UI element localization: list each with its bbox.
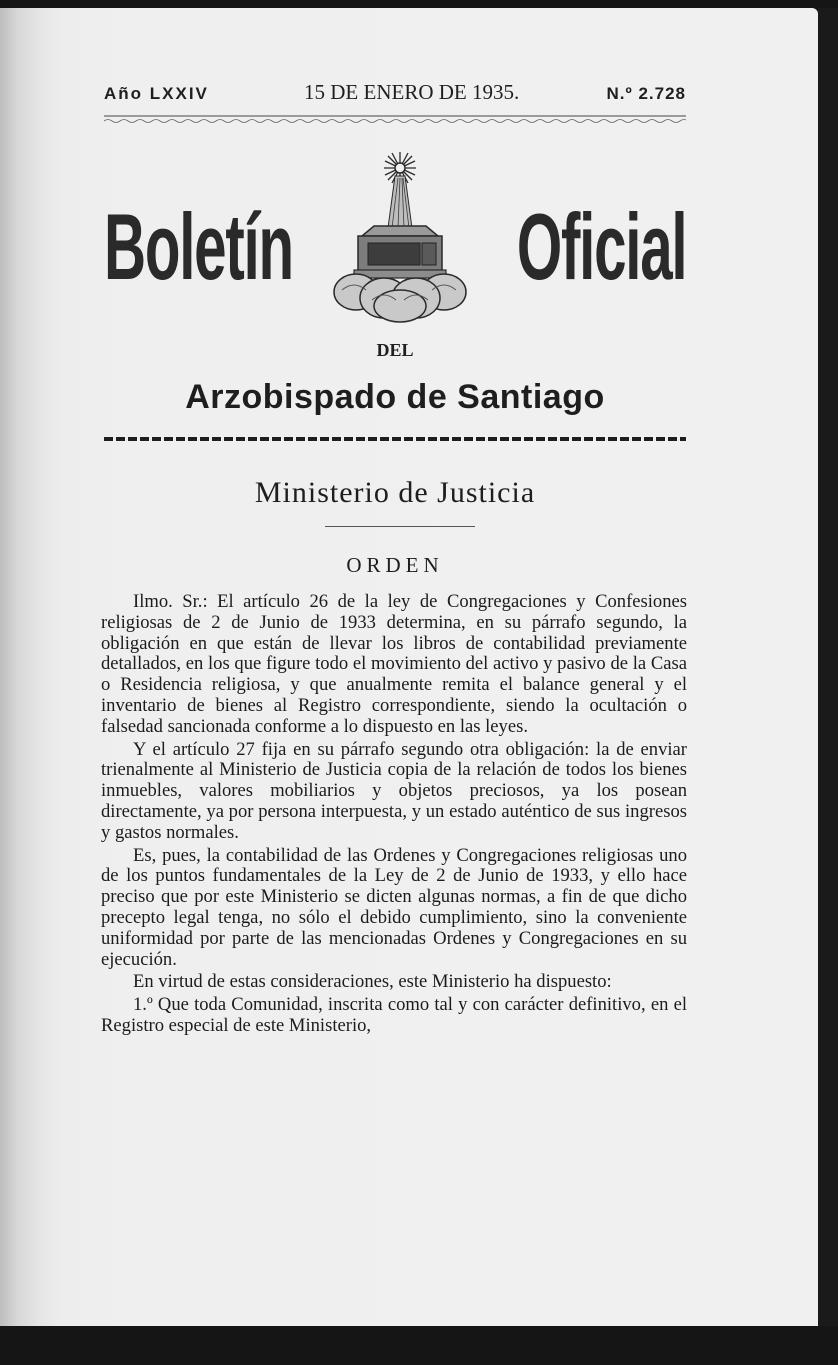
masthead-word-oficial: Oficial (516, 194, 686, 299)
reliquary-emblem-icon (332, 150, 468, 325)
issue-date: 15 DE ENERO DE 1935. (304, 80, 520, 104)
wavy-divider (104, 114, 686, 124)
body-paragraph: Es, pues, la contabilidad de las Ordenes y Congregaciones religiosas uno de los puntos fundamentales de la Ley de 2 de Junio de 1933, y ello hace preciso que por este Ministerio se dicten algunas normas, a fin de que dicho precepto legal tenga, no sólo el debido cumplimiento, sino la conveniente uniformidad por parte de las mencionadas Ordenes y Congregaciones en su ejecución. (101, 844, 687, 970)
masthead-del: DEL (376, 340, 414, 360)
body-paragraph: Ilmo. Sr.: El artículo 26 de la ley de Congregaciones y Confesiones religiosas de 2 de Junio de 1933 determina, en su párrafo segundo, la obligación en que están de llevar los libros de contabilidad previamente detallados, en los que figure todo el movimiento del activo y pasivo de la Casa o Residencia religiosa, y que anualmente remita el balance general y el inventario de bienes al Registro correspondiente, siendo la ocultación o falsedad sancionada conforme a lo dispuesto en las leyes. (101, 591, 687, 737)
dashed-divider (104, 432, 686, 446)
issue-header (104, 80, 686, 112)
document-body (101, 592, 687, 1039)
issue-number: N.º 2.728 (606, 84, 686, 103)
masthead-word-boletin: Boletín (104, 194, 293, 299)
masthead (104, 150, 686, 330)
short-divider (325, 526, 475, 527)
ministry-heading: Ministerio de Justicia (254, 476, 536, 509)
body-paragraph: 1.º Que toda Comunidad, inscrita como tal y con carácter definitivo, en el Registro especial de este Ministerio, (101, 994, 687, 1036)
binding-shadow (0, 8, 60, 1326)
body-paragraph: Y el artículo 27 fija en su párrafo segundo otra obligación: la de enviar trienalmente al Ministerio de Justicia copia de la relación de todos los bienes inmuebles, valores mobiliarios y objetos preciosos, ya los posean directamente, ya por persona interpuesta, y un estado auténtico de sus ingresos y gastos normales. (101, 738, 687, 843)
issue-year: Año LXXIV (104, 84, 209, 103)
publication-subtitle: Arzobispado de Santiago (185, 378, 605, 416)
page-edge (818, 8, 838, 1326)
body-paragraph: En virtud de estas consideraciones, este Ministerio ha dispuesto: (133, 971, 612, 993)
section-heading: ORDEN (346, 553, 444, 577)
